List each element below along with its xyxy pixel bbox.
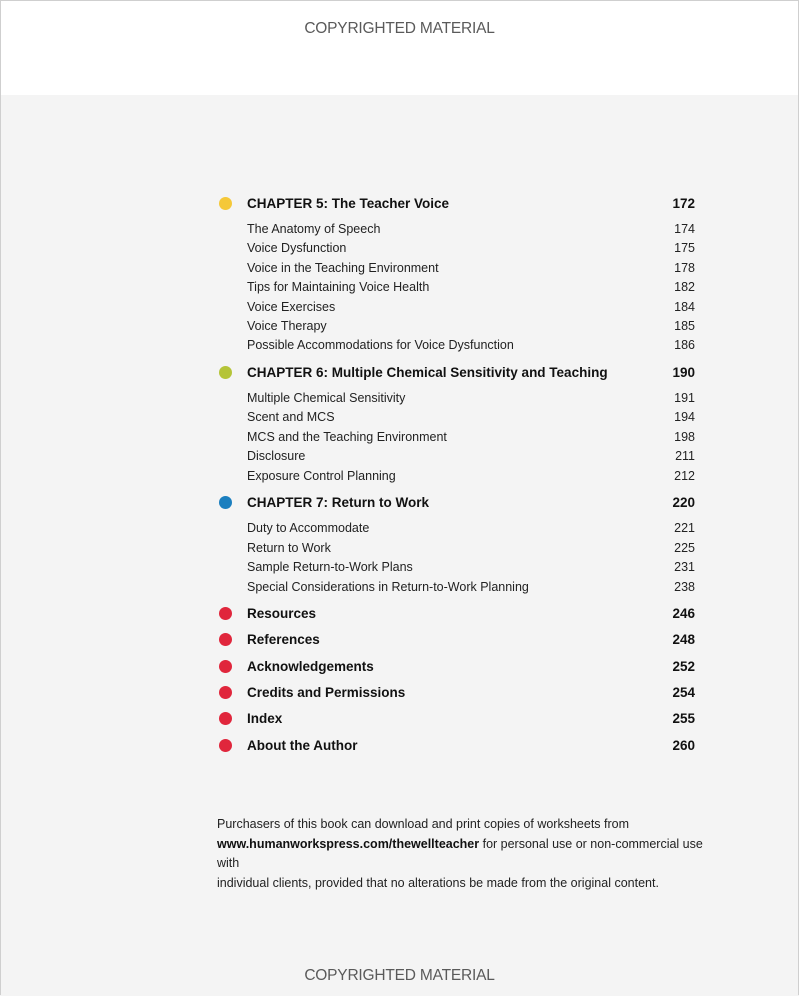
- section-title: Special Considerations in Return-to-Work Planning: [247, 580, 529, 594]
- toc-section[interactable]: [217, 277, 695, 297]
- section-page: 185: [674, 319, 695, 333]
- toc-section[interactable]: [217, 316, 695, 336]
- section-page: 175: [674, 241, 695, 255]
- section-title: Scent and MCS: [247, 410, 335, 424]
- section-title: Tips for Maintaining Voice Health: [247, 280, 430, 294]
- section-page: 191: [674, 391, 695, 405]
- toc-section[interactable]: [217, 577, 695, 597]
- bullet-icon: [219, 739, 232, 752]
- toc-index[interactable]: [217, 708, 695, 728]
- toc-section[interactable]: [217, 538, 695, 558]
- watermark-top: COPYRIGHTED MATERIAL: [304, 20, 495, 37]
- section-page: 238: [674, 580, 695, 594]
- toc-chapter-7[interactable]: [217, 492, 695, 512]
- watermark-bottom: COPYRIGHTED MATERIAL: [304, 967, 495, 984]
- chapter-6-bullet-icon: [219, 366, 232, 379]
- chapter-title: CHAPTER 5: The Teacher Voice: [247, 195, 450, 211]
- section-page: 211: [675, 449, 695, 463]
- toc-chapter-6[interactable]: [217, 362, 695, 382]
- section-page: 225: [674, 541, 695, 555]
- toc-section[interactable]: [217, 258, 695, 278]
- toc-chapter-5[interactable]: [217, 193, 695, 213]
- entry-page: 254: [672, 684, 695, 700]
- toc-section[interactable]: [217, 219, 695, 239]
- toc-credits-and-permissions[interactable]: [217, 682, 695, 702]
- note-line-2: for personal use or non-commercial use with: [217, 836, 703, 871]
- toc-section[interactable]: [217, 518, 695, 538]
- chapter-page: 172: [672, 195, 695, 211]
- section-title: Voice in the Teaching Environment: [247, 261, 439, 275]
- chapter-5-bullet-icon: [219, 197, 232, 210]
- section-title: Voice Dysfunction: [247, 241, 347, 255]
- bullet-icon: [219, 607, 232, 620]
- section-title: Duty to Accommodate: [247, 521, 370, 535]
- section-title: The Anatomy of Speech: [247, 222, 381, 236]
- bullet-icon: [219, 686, 232, 699]
- toc-section[interactable]: [217, 335, 695, 355]
- section-title: Possible Accommodations for Voice Dysfunction: [247, 338, 514, 352]
- section-title: Voice Exercises: [247, 300, 336, 314]
- toc-section[interactable]: [217, 407, 695, 427]
- toc-section[interactable]: [217, 238, 695, 258]
- section-page: 174: [674, 222, 695, 236]
- section-page: 184: [674, 300, 695, 314]
- toc-section[interactable]: [217, 557, 695, 577]
- section-title: Sample Return-to-Work Plans: [247, 560, 413, 574]
- chapter-title: CHAPTER 7: Return to Work: [247, 494, 430, 510]
- download-note: [217, 815, 717, 893]
- toc-about-the-author[interactable]: [217, 735, 695, 755]
- section-title: Exposure Control Planning: [247, 469, 396, 483]
- toc-section[interactable]: [217, 297, 695, 317]
- entry-page: 255: [672, 710, 695, 726]
- page-header-band: [1, 1, 798, 95]
- section-page: 198: [674, 430, 695, 444]
- section-page: 178: [674, 261, 695, 275]
- bullet-icon: [219, 633, 232, 646]
- section-page: 182: [674, 280, 695, 294]
- bullet-icon: [219, 660, 232, 673]
- section-page: 221: [674, 521, 695, 535]
- entry-page: 260: [672, 737, 695, 753]
- section-page: 212: [674, 469, 695, 483]
- chapter-title: CHAPTER 6: Multiple Chemical Sensitivity and Teaching: [247, 364, 608, 380]
- entry-title: Resources: [247, 605, 317, 621]
- worksheets-link[interactable]: www.humanworkspress.com/thewellteacher: [217, 836, 480, 851]
- toc-section[interactable]: [217, 388, 695, 408]
- toc-references[interactable]: [217, 629, 695, 649]
- section-page: 194: [674, 410, 695, 424]
- toc-acknowledgements[interactable]: [217, 656, 695, 676]
- entry-title: Credits and Permissions: [247, 684, 406, 700]
- note-line-1: Purchasers of this book can download and print copies of worksheets from: [217, 817, 630, 831]
- entry-page: 246: [672, 605, 695, 621]
- entry-title: Index: [247, 710, 283, 726]
- chapter-page: 220: [672, 494, 695, 510]
- entry-page: 252: [672, 658, 695, 674]
- entry-title: Acknowledgements: [247, 658, 374, 674]
- section-title: Voice Therapy: [247, 319, 327, 333]
- note-line-3: individual clients, provided that no alterations be made from the original content.: [217, 875, 659, 890]
- entry-page: 248: [672, 631, 695, 647]
- section-title: Return to Work: [247, 541, 331, 555]
- toc-section[interactable]: [217, 427, 695, 447]
- section-title: Multiple Chemical Sensitivity: [247, 391, 406, 405]
- section-title: MCS and the Teaching Environment: [247, 430, 447, 444]
- toc-resources[interactable]: [217, 603, 695, 623]
- section-page: 186: [674, 338, 695, 352]
- section-page: 231: [674, 560, 695, 574]
- entry-title: About the Author: [247, 737, 358, 753]
- toc-section[interactable]: [217, 446, 695, 466]
- bullet-icon: [219, 712, 232, 725]
- toc-section[interactable]: [217, 466, 695, 486]
- entry-title: References: [247, 631, 320, 647]
- chapter-page: 190: [672, 364, 695, 380]
- section-title: Disclosure: [247, 449, 306, 463]
- chapter-7-bullet-icon: [219, 496, 232, 509]
